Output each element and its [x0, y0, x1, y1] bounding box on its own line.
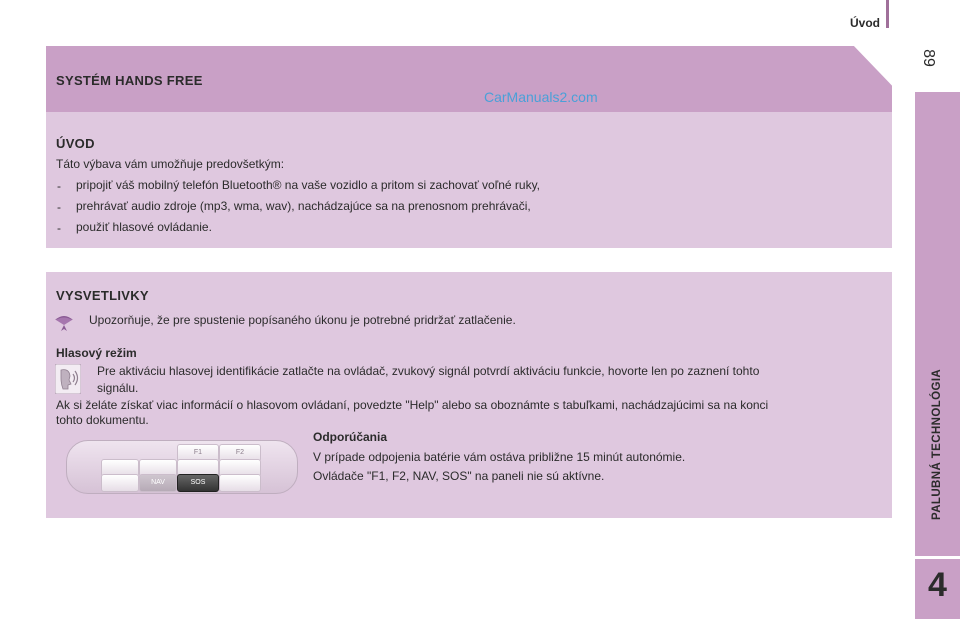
steering-control-panel — [66, 440, 298, 494]
voice-text-line1: Pre aktiváciu hlasovej identifikácie zatlačte na ovládač, zvukový signál potvrdí aktiváciu funkcie, hovorte len po zaznení tohto — [97, 364, 760, 378]
chapter-number: 4 — [928, 566, 947, 604]
bullet-marker: - — [57, 221, 61, 235]
intro-bullet: pripojiť váš mobilný telefón Bluetooth® na vaše vozidlo a pritom si zachovať voľné ruky, — [76, 178, 541, 192]
section-title: Úvod — [850, 16, 880, 30]
intro-heading: ÚVOD — [56, 136, 95, 151]
voice-mode-title: Hlasový režim — [56, 346, 137, 360]
key-nav: NAV — [139, 474, 177, 492]
recommend-title: Odporúčania — [313, 430, 388, 444]
chapter-title-label: PALUBNÁ TECHNOLÓGIA — [931, 368, 943, 520]
key-sos: SOS — [177, 474, 219, 492]
page-title: SYSTÉM HANDS FREE — [56, 73, 203, 88]
intro-lead: Táto výbava vám umožňuje predovšetkým: — [56, 157, 285, 171]
info-text-line1: Ak si želáte získať viac informácií o hlasovom ovládaní, povedzte "Help" alebo sa oboznámte s tabuľkami, nachádzajúcimi sa na konci — [56, 398, 769, 412]
bullet-marker: - — [57, 179, 61, 193]
key-down — [101, 474, 139, 492]
header-divider — [886, 0, 889, 28]
key-f1: F1 — [177, 444, 219, 462]
legend-heading: VYSVETLIVKY — [56, 288, 149, 303]
intro-bullet: prehrávať audio zdroje (mp3, wma, wav), nachádzajúce sa na prenosnom prehrávači, — [76, 199, 531, 213]
intro-bullet: použiť hlasové ovládanie. — [76, 220, 212, 234]
warning-text: Upozorňuje, že pre spustenie popísaného úkonu je potrebné pridržať zatlačenie. — [89, 313, 516, 327]
voice-text-line2: signálu. — [97, 381, 139, 395]
page-number: 89 — [920, 49, 937, 67]
key-f2: F2 — [219, 444, 261, 462]
watermark: CarManuals2.com — [484, 89, 598, 105]
recommend-line1: V prípade odpojenia batérie vám ostáva približne 15 minút autonómie. — [313, 450, 686, 464]
voice-control-icon — [55, 364, 81, 394]
info-text-line2: tohto dokumentu. — [56, 413, 149, 427]
bullet-marker: - — [57, 200, 61, 214]
press-and-hold-icon — [53, 310, 75, 334]
key-blank — [219, 474, 261, 492]
recommend-line2: Ovládače "F1, F2, NAV, SOS" na paneli nie sú aktívne. — [313, 469, 605, 483]
